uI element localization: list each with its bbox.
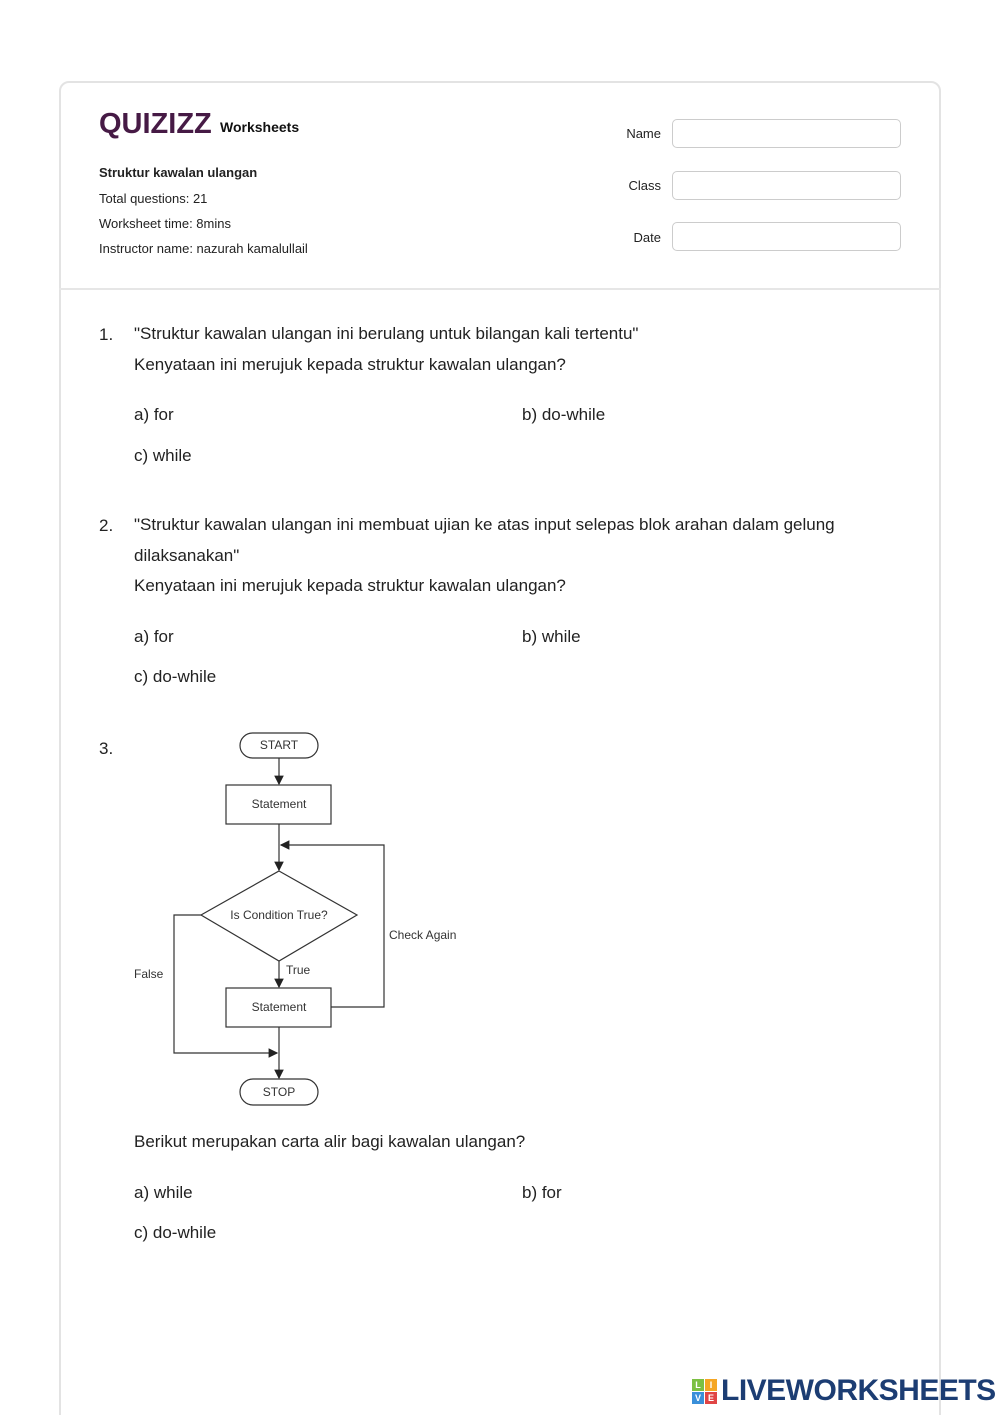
question-3-option-c[interactable]: c) do-while bbox=[134, 1223, 217, 1242]
question-1-option-a[interactable]: a) for bbox=[134, 405, 174, 424]
true-label: True bbox=[286, 963, 311, 977]
logo-letter: E bbox=[705, 1392, 717, 1404]
logo-letter: L bbox=[692, 1379, 704, 1391]
question-line: Kenyataan ini merujuk kepada struktur kawalan ulangan? bbox=[134, 354, 566, 374]
class-label: Class bbox=[628, 178, 661, 193]
statement-2-label: Statement bbox=[251, 1000, 307, 1014]
question-2-option-c[interactable]: c) do-while bbox=[134, 667, 217, 686]
liveworksheets-wordmark: LIVEWORKSHEETS bbox=[721, 1374, 996, 1407]
logo-letter: I bbox=[705, 1379, 717, 1391]
question-3-option-a[interactable]: a) while bbox=[134, 1183, 193, 1202]
question-3-text bbox=[134, 1127, 864, 1158]
start-label: START bbox=[259, 738, 299, 752]
worksheet-title: Struktur kawalan ulangan bbox=[99, 165, 258, 180]
name-field[interactable] bbox=[672, 119, 901, 148]
question-2-option-a[interactable]: a) for bbox=[134, 627, 174, 646]
total-questions: Total questions: 21 bbox=[99, 191, 208, 206]
question-line: Kenyataan ini merujuk kepada struktur kawalan ulangan? bbox=[134, 576, 566, 595]
date-label: Date bbox=[633, 230, 661, 245]
question-3-number: 3. bbox=[99, 739, 114, 758]
question-line: "Struktur kawalan ulangan ini berulang untuk bilangan kali tertentu" bbox=[134, 324, 639, 343]
logo-letter: V bbox=[692, 1392, 704, 1404]
question-line: Berikut merupakan carta alir bagi kawalan ulangan? bbox=[134, 1132, 526, 1151]
quizizz-logo: QUIZIZZ bbox=[99, 108, 212, 140]
question-1-text bbox=[134, 319, 864, 380]
class-field[interactable] bbox=[672, 171, 901, 200]
question-2-number: 2. bbox=[99, 516, 114, 535]
flowchart-diagram bbox=[125, 725, 465, 1115]
question-2-text bbox=[134, 510, 864, 602]
condition-label: Is Condition True? bbox=[230, 908, 328, 922]
header-divider bbox=[59, 288, 941, 290]
worksheet-time: Worksheet time: 8mins bbox=[99, 216, 231, 231]
instructor-name: Instructor name: nazurah kamalullail bbox=[99, 241, 308, 256]
question-3-option-b[interactable]: b) for bbox=[522, 1183, 562, 1202]
check-again-label: Check Again bbox=[389, 928, 457, 942]
live-squares-icon bbox=[692, 1379, 717, 1404]
statement-1-label: Statement bbox=[251, 797, 307, 811]
question-line: "Struktur kawalan ulangan ini membuat ujian ke atas input selepas blok arahan dalam gelung bbox=[134, 515, 835, 534]
brand-label: Worksheets bbox=[220, 119, 300, 135]
liveworksheets-logo bbox=[692, 1374, 996, 1408]
name-label: Name bbox=[626, 126, 661, 141]
question-1-option-c[interactable]: c) while bbox=[134, 446, 192, 465]
question-1-number: 1. bbox=[99, 325, 114, 344]
stop-label: STOP bbox=[262, 1085, 296, 1099]
question-line: dilaksanakan" bbox=[134, 545, 240, 565]
false-label: False bbox=[134, 967, 164, 981]
question-2-option-b[interactable]: b) while bbox=[522, 627, 581, 646]
question-1-option-b[interactable]: b) do-while bbox=[522, 405, 606, 424]
date-field[interactable] bbox=[672, 222, 901, 251]
